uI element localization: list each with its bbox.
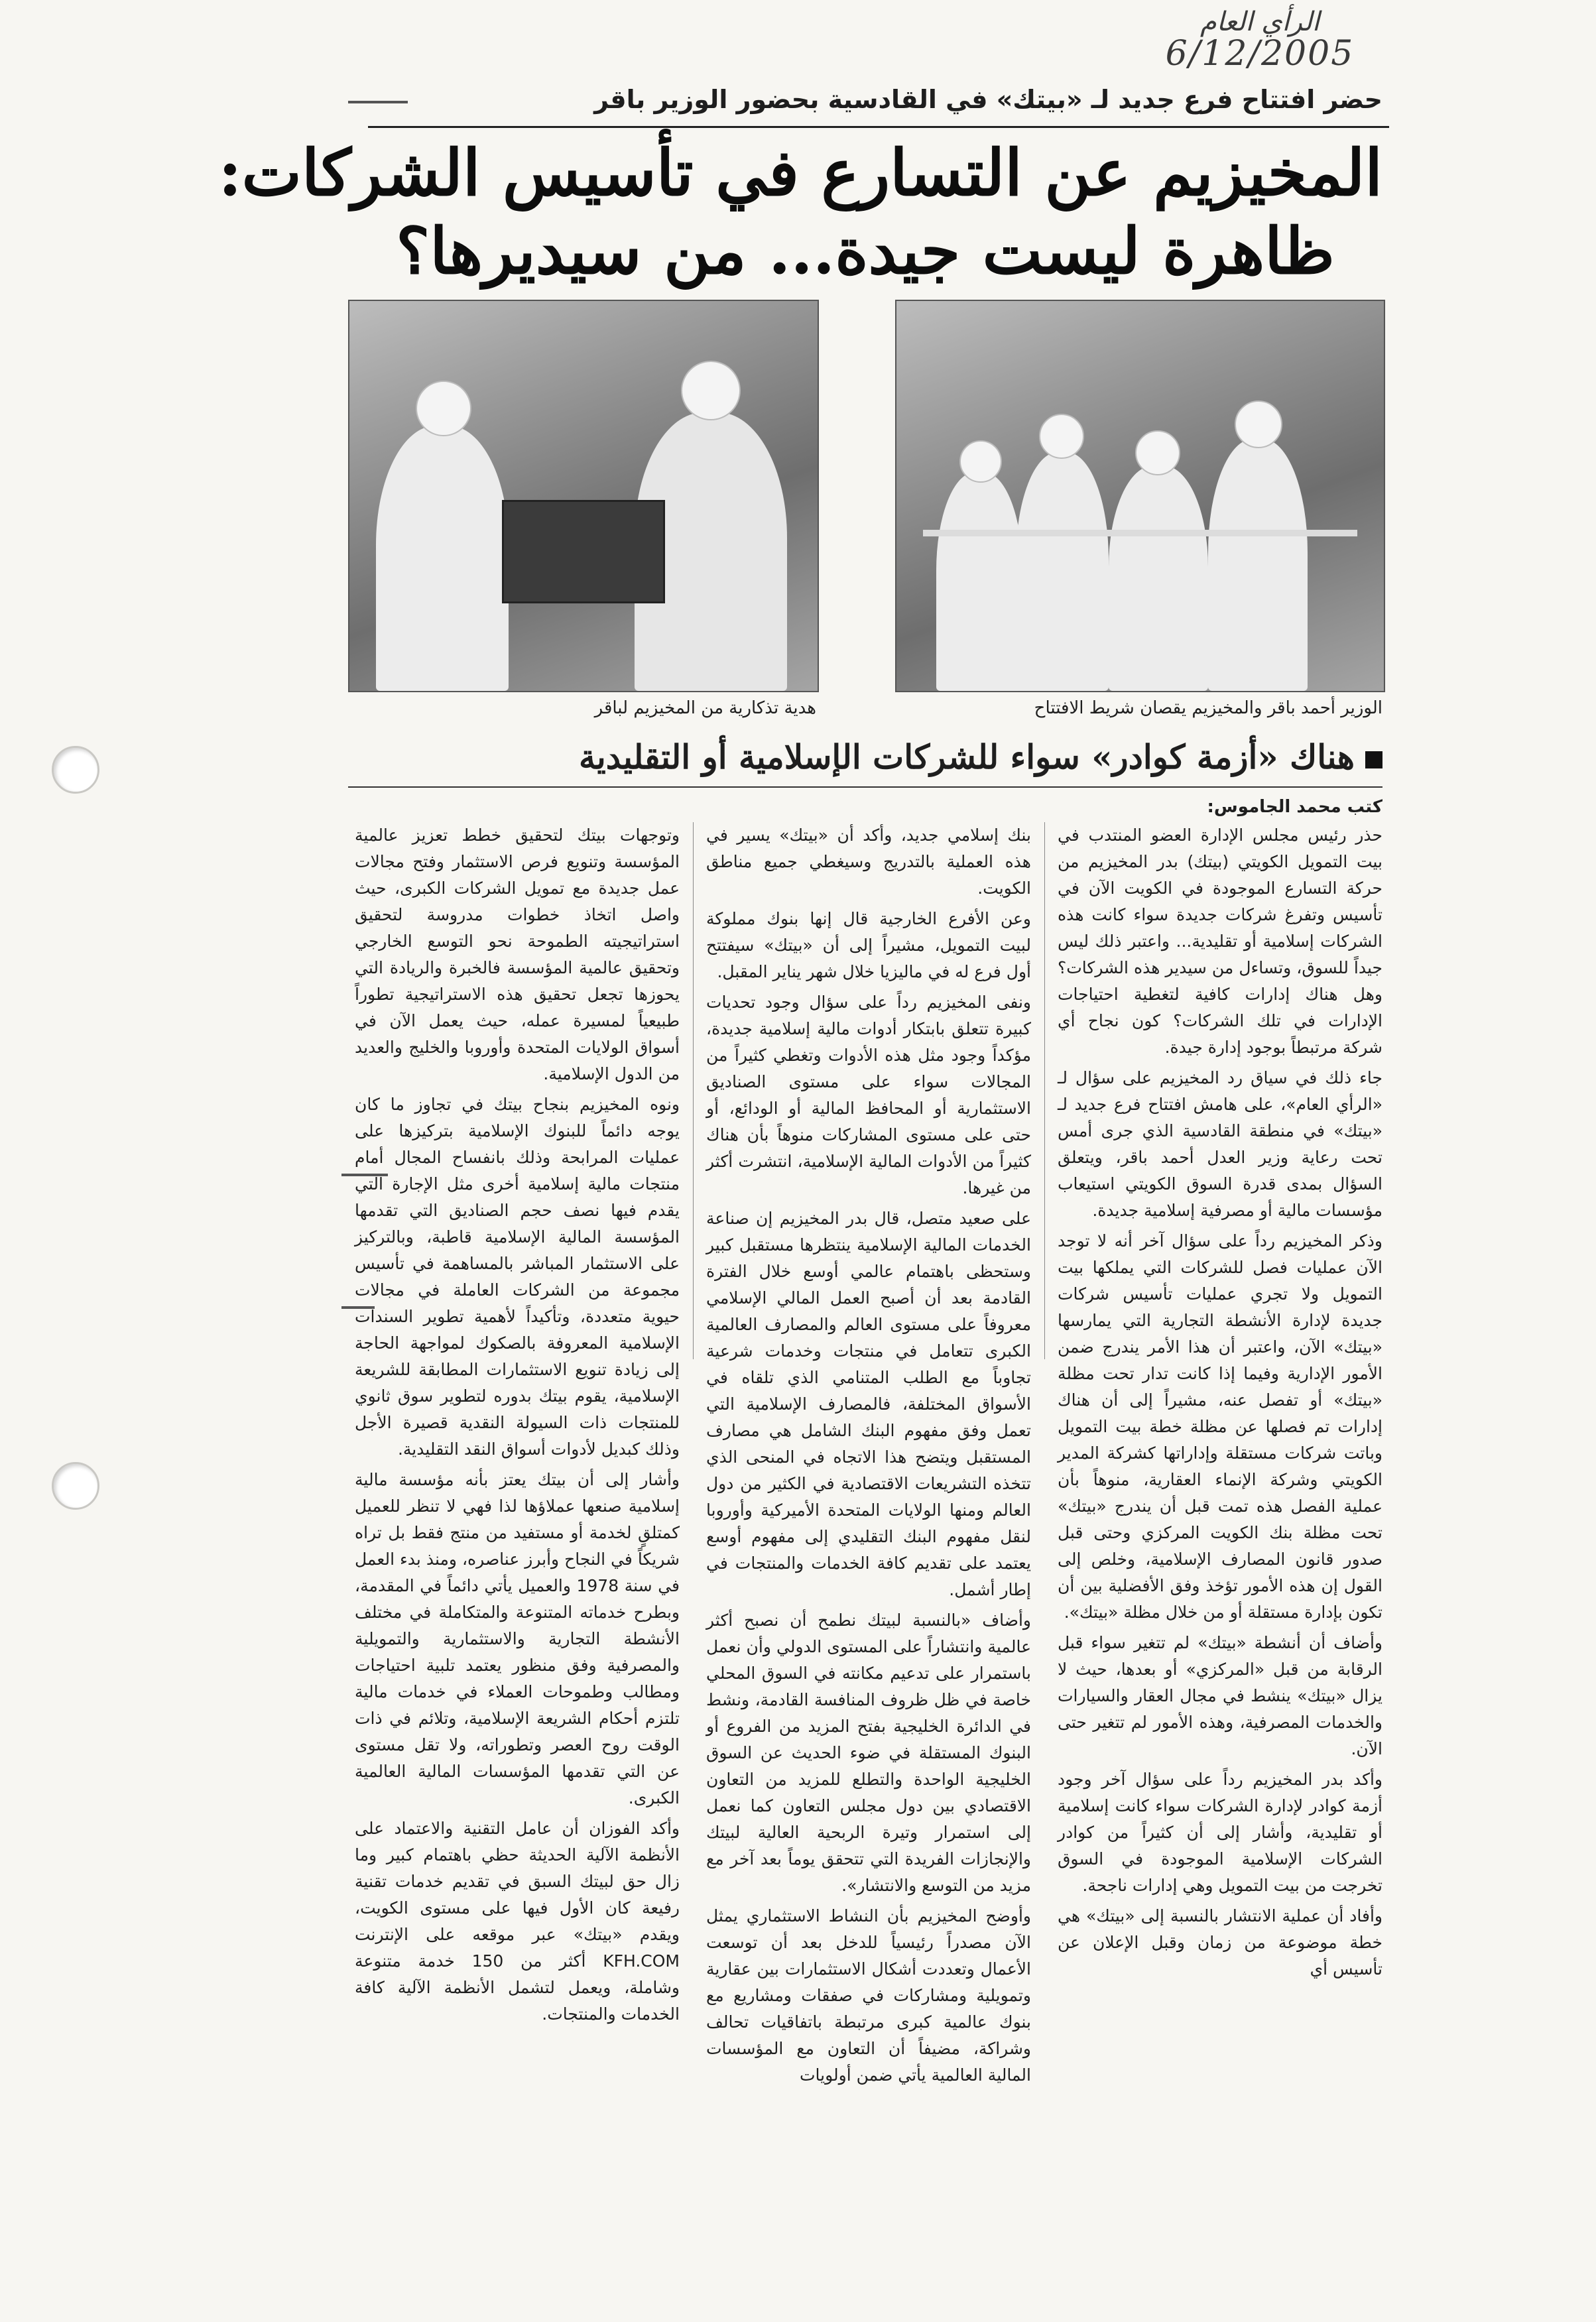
paragraph: وتوجهات بيتك لتحقيق خطط تعزيز عالمية المؤسسة وتنويع فرص الاستثمار وفتح مجالات عمل جديدة مع تمويل الشركات الكبرى، حيث واصل اتخاذ خطوات مدروسة لتحقيق استراتيجيته الطموحة نحو التوسع الخارجي وتحقيق عالمية المؤسسة فالخبرة والريادة التي يحوزها تجعل تحقيق هذه الاستراتيجية تطوراً طبيعياً لمسيرة عمله، حيث يعمل الآن في أسواق الولايات المتحدة وأوروبا والخليج والعديد من الدول الإسلامية. xyxy=(355,825,680,1083)
ribbon xyxy=(923,530,1357,536)
stamp-date: 6/12/2005 xyxy=(1165,34,1355,74)
paragraph: ونوه المخيزيم بنجاح بيتك في تجاوز ما كان يوجه دائماً للبنوك الإسلامية بتركيزها على عمليات المرابحة وذلك بانفساح المجال أمام منتجات مالية إسلامية أخرى مثل الإجارة التي يقدم فيها نصف حجم الصناديق التي تقدمها المؤسسة المالية الإسلامية قاطبة، وبالتركيز على الاستثمار المباشر بالمساهمة في تأسيس مجموعة من الشركات العاملة في مجالات حيوية متعددة، وتأكيداً لأهمية تطوير السندات الإسلامية المعروفة بالصكوك لمواجهة الحاجة إلى زيادة تنويع الاستثمارات المطابقة للشريعة الإسلامية، يقوم بيتك بدوره لتطوير سوق ثانوي للمنتجات ذات السيولة النقدية قصيرة الأجل وذلك كبديل لأدوات أسواق النقد التقليدية. xyxy=(355,1095,680,1459)
column-divider xyxy=(1044,822,1045,1359)
photo-caption-left: هدية تذكارية من المخيزيم لباقر xyxy=(594,698,816,718)
paragraph: وأكد بدر المخيزيم رداً على سؤال آخر وجود أزمة كوادر لإدارة الشركات سواء كانت إسلامية أو تقليدية، وأشار إلى أن كثيراً من كوادر الشركات الإسلامية الموجودة في السوق تخرجت من بيت التمويل وهي إدارات ناجحة. xyxy=(1058,1770,1382,1895)
paragraph: ونفى المخيزيم رداً على سؤال وجود تحديات كبيرة تتعلق بابتكار أدوات مالية إسلامية جديدة، مؤكداً وجود مثل هذه الأدوات وتغطي كثيراً من المجالات سواء على مستوى الصناديق الاستثمارية أو المحافظ المالية أو الودائع، أو حتى على مستوى المشاركات منوهاً بأن هناك كثيراً من الأدوات المالية الإسلامية، انتشرت أكثر من غيرها. xyxy=(706,993,1031,1197)
photo-figure xyxy=(376,426,509,691)
paragraph: وأفاد أن عملية الانتشار بالنسبة إلى «بيتك» هي خطة موضوعة من زمان وقبل الإعلان عن تأسيس أي xyxy=(1058,1906,1382,1979)
paragraph: وذكر المخيزيم رداً على سؤال آخر أنه لا توجد الآن عمليات فصل للشركات التي يملكها بيت التمويل ولا تجري عمليات تأسيس شركات جديدة لإدارة الأنشطة التجارية التي يمارسها «بيتك» الآن، واعتبر أن هذا الأمر يندرج ضمن الأمور الإدارية وفيما إذا كانت تدار تحت مظلة «بيتك» أو تفصل عنه، مشيراً إلى أن هناك إدارات تم فصلها عن مظلة خطة بيت التمويل وباتت شركات مستقلة وإداراتها كشركة المدير الكويتي وشركة الإنماء العقارية، منوهاً بأن عملية الفصل هذه تمت قبل أن يندرج «بيتك» تحت مظلة بنك الكويت المركزي وحتى قبل صدور قانون المصارف الإسلامية، وخلص إلى القول إن هذه الأمور تؤخذ وفق الأفضلية بين أن تكون بإدارة مستقلة أو من خلال مظلة «بيتك». xyxy=(1058,1231,1382,1622)
photo-caption-right: الوزير أحمد باقر والمخيزيم يقصان شريط الافتتاح xyxy=(1034,698,1382,718)
article-headline xyxy=(218,134,1382,290)
article-column-1 xyxy=(1058,822,1382,1979)
photo-figure xyxy=(936,472,1022,691)
paragraph: وعن الأفرع الخارجية قال إنها بنوك مملوكة لبيت التمويل، مشيراً إلى أن «بيتك» سيفتتح أول فرع له في ماليزيا خلال شهر يناير المقبل. xyxy=(706,909,1031,981)
photo-figure xyxy=(1016,452,1109,691)
divider xyxy=(348,786,1382,788)
paragraph: حذر رئيس مجلس الإدارة العضو المنتدب في بيت التمويل الكويتي (بيتك) بدر المخيزيم من حركة التسارع الموجودة في الكويت الآن في تأسيس وتفرغ شركات جديدة سواء كانت هذه الشركات إسلامية أو تقليدية... واعتبر ذلك ليس جيداً للسوق، وتساءل من سيدير هذه الشركات؟ وهل هناك إدارات كافية لتغطية احتياجات الإدارات في تلك الشركات؟ كون نجاح أي شركة مرتبطاً بوجود إدارة جيدة. xyxy=(1058,825,1382,1057)
square-bullet-icon xyxy=(1365,751,1382,768)
punch-hole xyxy=(52,746,99,794)
article-kicker: حضر افتتاح فرع جديد لـ «بيتك» في القادسية بحضور الوزير باقر xyxy=(594,85,1382,114)
photo-souvenir-gift xyxy=(348,300,819,692)
photo-figure xyxy=(1039,414,1084,459)
paragraph: جاء ذلك في سياق رد المخيزيم على سؤال لـ «الرأي العام»، على هامش افتتاح فرع جديد لـ «بيتك» في منطقة القادسية الذي جرى أمس تحت رعاية وزير العدل أحمد باقر، ويتعلق السؤال بمدى قدرة السوق الكويتي استيعاب مؤسسات مالية أو مصرفية إسلامية جديدة. xyxy=(1058,1068,1382,1220)
photo-figure xyxy=(1135,430,1180,475)
paragraph: على صعيد متصل، قال بدر المخيزيم إن صناعة الخدمات المالية الإسلامية ينتظرها مستقبل كبير وستحظى باهتمام عالمي أوسع خلال الفترة القادمة بعد أن أصبح العمل المالي الإسلامي معروفاً على مستوى العالم والمصارف العالمية الكبرى تتعامل في منتجات وخدمات شرعية تجاوباً مع الطلب المتنامي الذي تلقاه في الأسواق المختلفة، فالمصارف الإسلامية التي تعمل وفق مفهوم البنك الشامل هي مصارف المستقبل ويتضح هذا الاتجاه في المنحى الذي تتخذه التشريعات الاقتصادية في الكثير من دول العالم ومنها الولايات المتحدة الأميركية وأوروبا لنقل مفهوم البنك التقليدي إلى مفهوم أوسع يعتمد على تقديم كافة الخدمات والمنتجات في إطار أشمل. xyxy=(706,1209,1031,1599)
paragraph: بنك إسلامي جديد، وأكد أن «بيتك» يسير في هذه العملية بالتدريج وسيغطي جميع مناطق الكويت. xyxy=(706,825,1031,898)
photo-figure xyxy=(1235,400,1282,448)
article-subhead xyxy=(348,736,1382,778)
article-column-3 xyxy=(355,822,680,2024)
photo-figure xyxy=(681,361,741,420)
paragraph: وأشار إلى أن بيتك يعتز بأنه مؤسسة مالية إسلامية صنعها عملاؤها لذا فهي لا تنظر للعميل كمتلقٍ لخدمة أو مستفيد من منتج فقط بل تراه شريكاً في النجاح وأبرز عناصره، ومنذ بدء العمل في سنة 1978 والعميل يأتي دائماً في المقدمة، وبطرح خدماته المتنوعة والمتكاملة في مختلف الأنشطة التجارية والاستثمارية والتمويلية والمصرفية وفق منظور يعتمد تلبية احتياجات ومطالب وطموحات العملاء في خدمات مالية تلتزم أحكام الشريعة الإسلامية، وتلائم في ذات الوقت روح العصر وتطوراته، ولا تقل مستوى عن التي تقدمها المؤسسات المالية العالمية الكبرى. xyxy=(355,1470,680,1807)
photo-ribbon-cutting xyxy=(895,300,1385,692)
punch-hole xyxy=(52,1462,99,1510)
paragraph: وأضاف أن أنشطة «بيتك» لم تتغير سواء قبل الرقابة من قبل «المركزي» أو بعدها، حيث لا يزال «بيتك» ينشط في مجال العقار والسيارات والخدمات المصرفية، وهذه الأمور لم تتغير حتى الآن. xyxy=(1058,1633,1382,1758)
paragraph: وأوضح المخيزيم بأن النشاط الاستثماري يمثل الآن مصدراً رئيسياً للدخل بعد أن توسعت الأعمال وتعددت أشكال الاستثمارات بين عقارية وتمويلية ومشاركات في صفقات ومشاريع مع بنوك عالمية كبرى مرتبطة باتفاقيات تحالف وشراكة، مضيفاً أن التعاون مع المؤسسات المالية العالمية يأتي ضمن أولويات xyxy=(706,1906,1031,2085)
gift-box xyxy=(502,500,665,603)
photo-figure xyxy=(959,440,1002,483)
photo-figure xyxy=(1109,465,1208,691)
article-byline: كتب محمد الجاموس: xyxy=(1207,797,1382,817)
photo-figure xyxy=(1208,439,1308,691)
paragraph: وأكد الفوزان أن عامل التقنية والاعتماد على الأنظمة الآلية الحديثة حظي باهتمام كبير وما زال حق لبيتك السبق في تقديم خدمات تقنية رفيعة كان الأول فيها على مستوى الكويت، ويقدم «بيتك» عبر موقعه على الإنترنت KFH.COM أكثر من 150 خدمة متنوعة وشاملة، ويعمل لتشمل الأنظمة الآلية كافة الخدمات والمنتجات. xyxy=(355,1819,680,2024)
pen-mark xyxy=(341,1306,375,1309)
photo-figure xyxy=(416,381,471,436)
subhead-text: هناك «أزمة كوادر» سواء للشركات الإسلامية أو التقليدية xyxy=(579,737,1355,776)
article-column-2 xyxy=(706,822,1031,2085)
newspaper-clipping xyxy=(218,60,1389,2085)
column-divider xyxy=(693,822,694,1359)
paragraph: وأضاف «بالنسبة لبيتك نطمح أن نصبح أكثر عالمية وانتشاراً على المستوى الدولي وأن نعمل باستمرار على تدعيم مكانته في السوق المحلي خاصة في ظل ظروف المنافسة القادمة، ونشط في الدائرة الخليجية بفتح المزيد من الفروع أو البنوك المستقلة في ضوء الحديث عن السوق الخليجية الواحدة والتطلع للمزيد من التعاون الاقتصادي بين دول مجلس التعاون كما نعمل إلى استمرار وتيرة الربحية العالية لبيتك والإنجازات الفريدة التي تتحقق يوماً بعد آخر مع مزيد من التوسع والانتشار». xyxy=(706,1611,1031,1895)
headline-line: ظاهرة ليست جيدة... من سيديرها؟ xyxy=(396,214,1335,288)
stamp-publication: الرأي العام xyxy=(1199,7,1320,37)
divider xyxy=(368,126,1389,128)
headline-line: المخيزيم عن التسارع في تأسيس الشركات: xyxy=(218,135,1382,210)
pen-mark xyxy=(341,1174,388,1176)
